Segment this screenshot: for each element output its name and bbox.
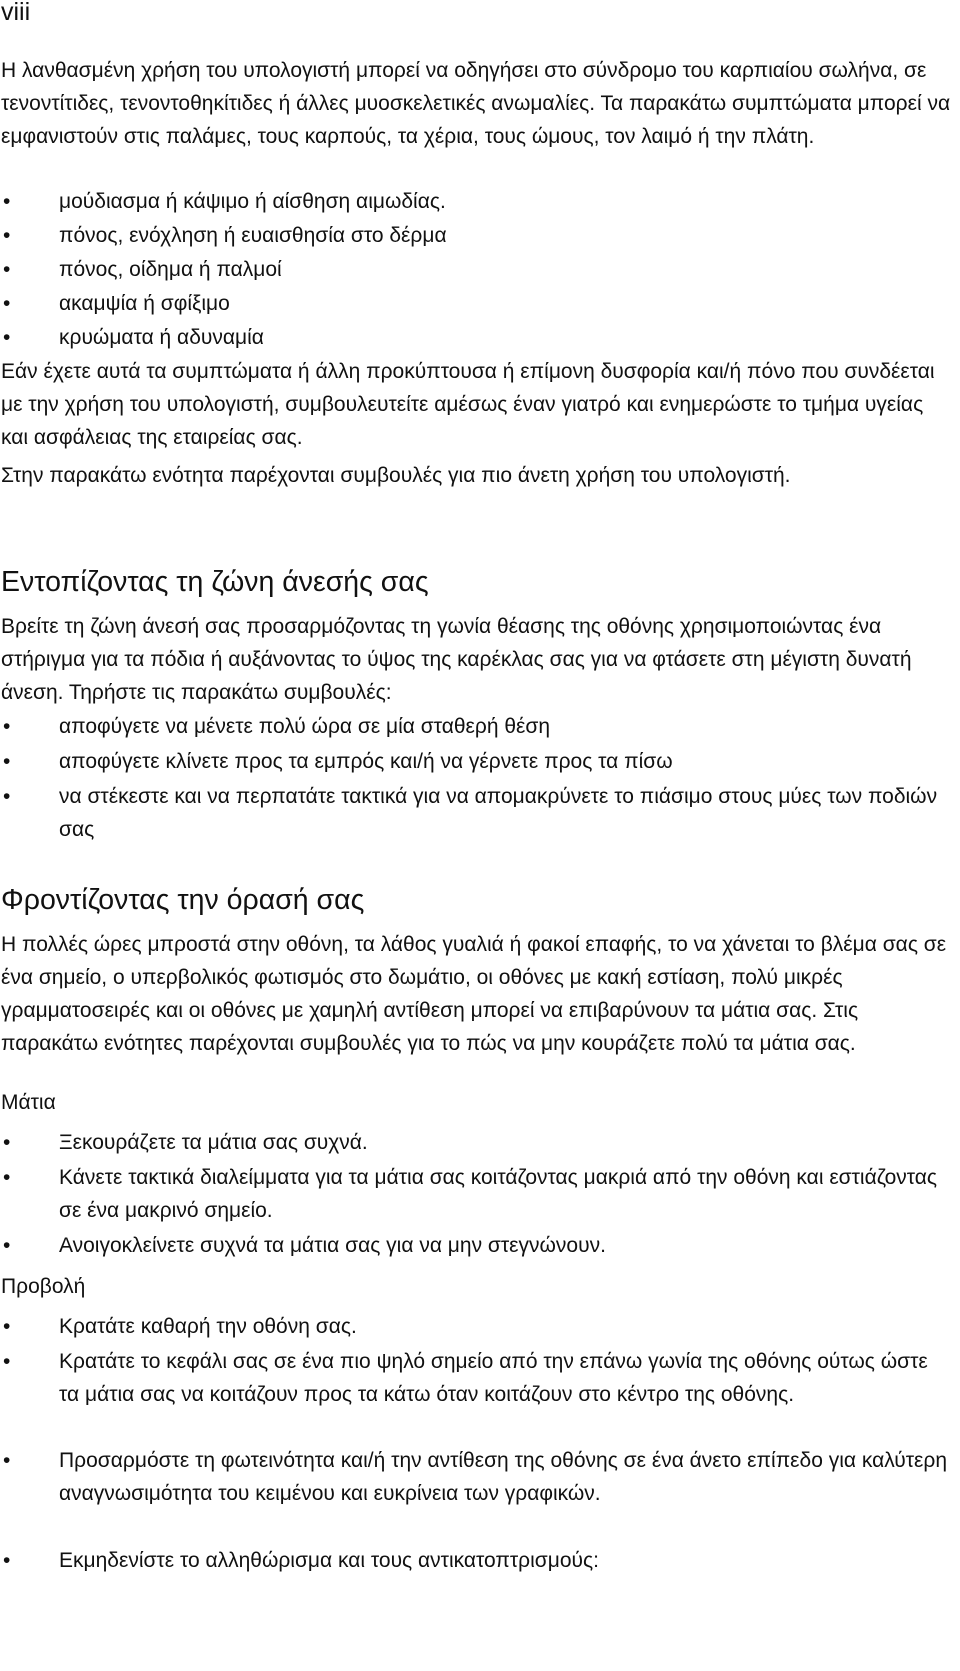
list-item-text: Εκμηδενίστε το αλληθώρισμα και τους αντικατοπτρισμούς: — [59, 1549, 599, 1572]
bullet-icon: • — [3, 326, 11, 349]
bullet-icon: • — [3, 1234, 11, 1257]
symptom-list-item — [1, 219, 951, 252]
eyes-list-item — [1, 1126, 951, 1159]
comfort-paragraph: Βρείτε τη ζώνη άνεσή σας προσαρμόζοντας τη γωνία θέασης της οθόνης χρησιμοποιώντας ένα στήριγμα για τα πόδια ή αυξάνοντας το ύψος της καρέκλας σας για να φτάσετε στη μέγιστη δυνατή άνεση. Τηρήστε τις παρακάτω συμβουλές: — [1, 615, 912, 704]
bullet-icon: • — [3, 292, 11, 315]
list-item-text: κρυώματα ή αδυναμία — [59, 326, 264, 349]
advice-paragraph: Εάν έχετε αυτά τα συμπτώματα ή άλλη προκύπτουσα ή επίμονη δυσφορία και/ή πόνο που συνδέεται με την χρήση του υπολογιστή, συμβουλευτείτε αμέσως έναν γιατρό και ενημερώστε το τμήμα υγείας και ασφάλειας της εταιρείας σας. — [1, 360, 935, 449]
section-heading-vision: Φροντίζοντας την όρασή σας — [1, 884, 365, 916]
bullet-icon: • — [3, 750, 11, 773]
symptom-list-item — [1, 287, 951, 320]
list-item-text: πόνος, οίδημα ή παλμοί — [59, 258, 282, 281]
bullet-icon: • — [3, 258, 11, 281]
display-list-item — [1, 1345, 951, 1411]
bullet-icon: • — [3, 1449, 11, 1472]
vision-paragraph: Η πολλές ώρες μπροστά στην οθόνη, τα λάθος γυαλιά ή φακοί επαφής, το να χάνεται το βλέμα σας σε ένα σημείο, ο υπερβολικός φωτισμός στο δωμάτιο, οι οθόνες με κακή εστίαση, πολύ μικρές γραμματοσειρές και οι οθόνες με χαμηλή αντίθεση μπορεί να επιβαρύνουν τα μάτια σας. Στις παρακάτω ενότητες παρέχονται συμβουλές για το πώς να μην κουράζετε πολύ τα μάτια σας. — [1, 933, 947, 1055]
bullet-icon: • — [3, 1131, 11, 1154]
subheading-display: Προβολή — [1, 1275, 86, 1298]
list-item-text: Ανοιγοκλείνετε συχνά τα μάτια σας για να μην στεγνώνουν. — [59, 1234, 606, 1257]
bullet-icon: • — [3, 1315, 11, 1338]
list-item-text: Κρατάτε το κεφάλι σας σε ένα πιο ψηλό σημείο από την επάνω γωνία της οθόνης ούτως ώστε τα μάτια σας να κοιτάζουν προς τα κάτω όταν κοιτάζουν στο κέντρο της οθόνης. — [59, 1350, 928, 1406]
subheading-eyes: Μάτια — [1, 1091, 56, 1114]
bullet-icon: • — [3, 1350, 11, 1373]
bullet-icon: • — [3, 190, 11, 213]
bullet-icon: • — [3, 1166, 11, 1189]
bullet-icon: • — [3, 1549, 11, 1572]
bullet-icon: • — [3, 715, 11, 738]
list-item-text: μούδιασμα ή κάψιμο ή αίσθηση αιμωδίας. — [59, 190, 446, 213]
list-item-text: πόνος, ενόχληση ή ευαισθησία στο δέρμα — [59, 224, 447, 247]
symptom-list-item — [1, 185, 951, 218]
next-section-paragraph: Στην παρακάτω ενότητα παρέχονται συμβουλές για πιο άνετη χρήση του υπολογιστή. — [1, 464, 791, 487]
section-heading-comfort: Εντοπίζοντας τη ζώνη άνεσής σας — [1, 566, 429, 598]
list-item-text: αποφύγετε να μένετε πολύ ώρα σε μία σταθερή θέση — [59, 715, 551, 738]
bullet-icon: • — [3, 785, 11, 808]
list-item-text: Κρατάτε καθαρή την οθόνη σας. — [59, 1315, 357, 1338]
eyes-list-item — [1, 1229, 951, 1262]
list-item-text: Προσαρμόστε τη φωτεινότητα και/ή την αντίθεση της οθόνης σε ένα άνετο επίπεδο για καλύτερη αναγνωσιμότητα του κειμένου και ευκρίνεια των γραφικών. — [59, 1449, 948, 1505]
display-list-item — [1, 1544, 951, 1577]
comfort-list-item — [1, 710, 951, 743]
list-item-text: ακαμψία ή σφίξιμο — [59, 292, 230, 315]
eyes-list-item — [1, 1161, 951, 1227]
comfort-list-item — [1, 780, 951, 846]
symptom-list-item — [1, 253, 951, 286]
display-list-item — [1, 1444, 951, 1510]
list-item-text: αποφύγετε κλίνετε προς τα εμπρός και/ή να γέρνετε προς τα πίσω — [59, 750, 673, 773]
list-item-text: Ξεκουράζετε τα μάτια σας συχνά. — [59, 1131, 368, 1154]
comfort-list-item — [1, 745, 951, 778]
bullet-icon: • — [3, 224, 11, 247]
display-list-item — [1, 1310, 951, 1343]
page-number: viii — [1, 0, 31, 26]
list-item-text: Κάνετε τακτικά διαλείμματα για τα μάτια σας κοιτάζοντας μακριά από την οθόνη και εστιάζοντας σε ένα μακρινό σημείο. — [59, 1166, 938, 1222]
symptom-list-item — [1, 321, 951, 354]
intro-paragraph: Η λανθασμένη χρήση του υπολογιστή μπορεί να οδηγήσει στο σύνδρομο του καρπιαίου σωλήνα, σε τενοντίτιδες, τενοντοθηκίτιδες ή άλλες μυοσκελετικές ανωμαλίες. Τα παρακάτω συμπτώματα μπορεί να εμφανιστούν στις παλάμες, τους καρπούς, τα χέρια, τους ώμους, τον λαιμό ή την πλάτη. — [1, 59, 951, 148]
list-item-text: να στέκεστε και να περπατάτε τακτικά για να απομακρύνετε το πιάσιμο στους μύες των ποδιών σας — [59, 785, 938, 841]
